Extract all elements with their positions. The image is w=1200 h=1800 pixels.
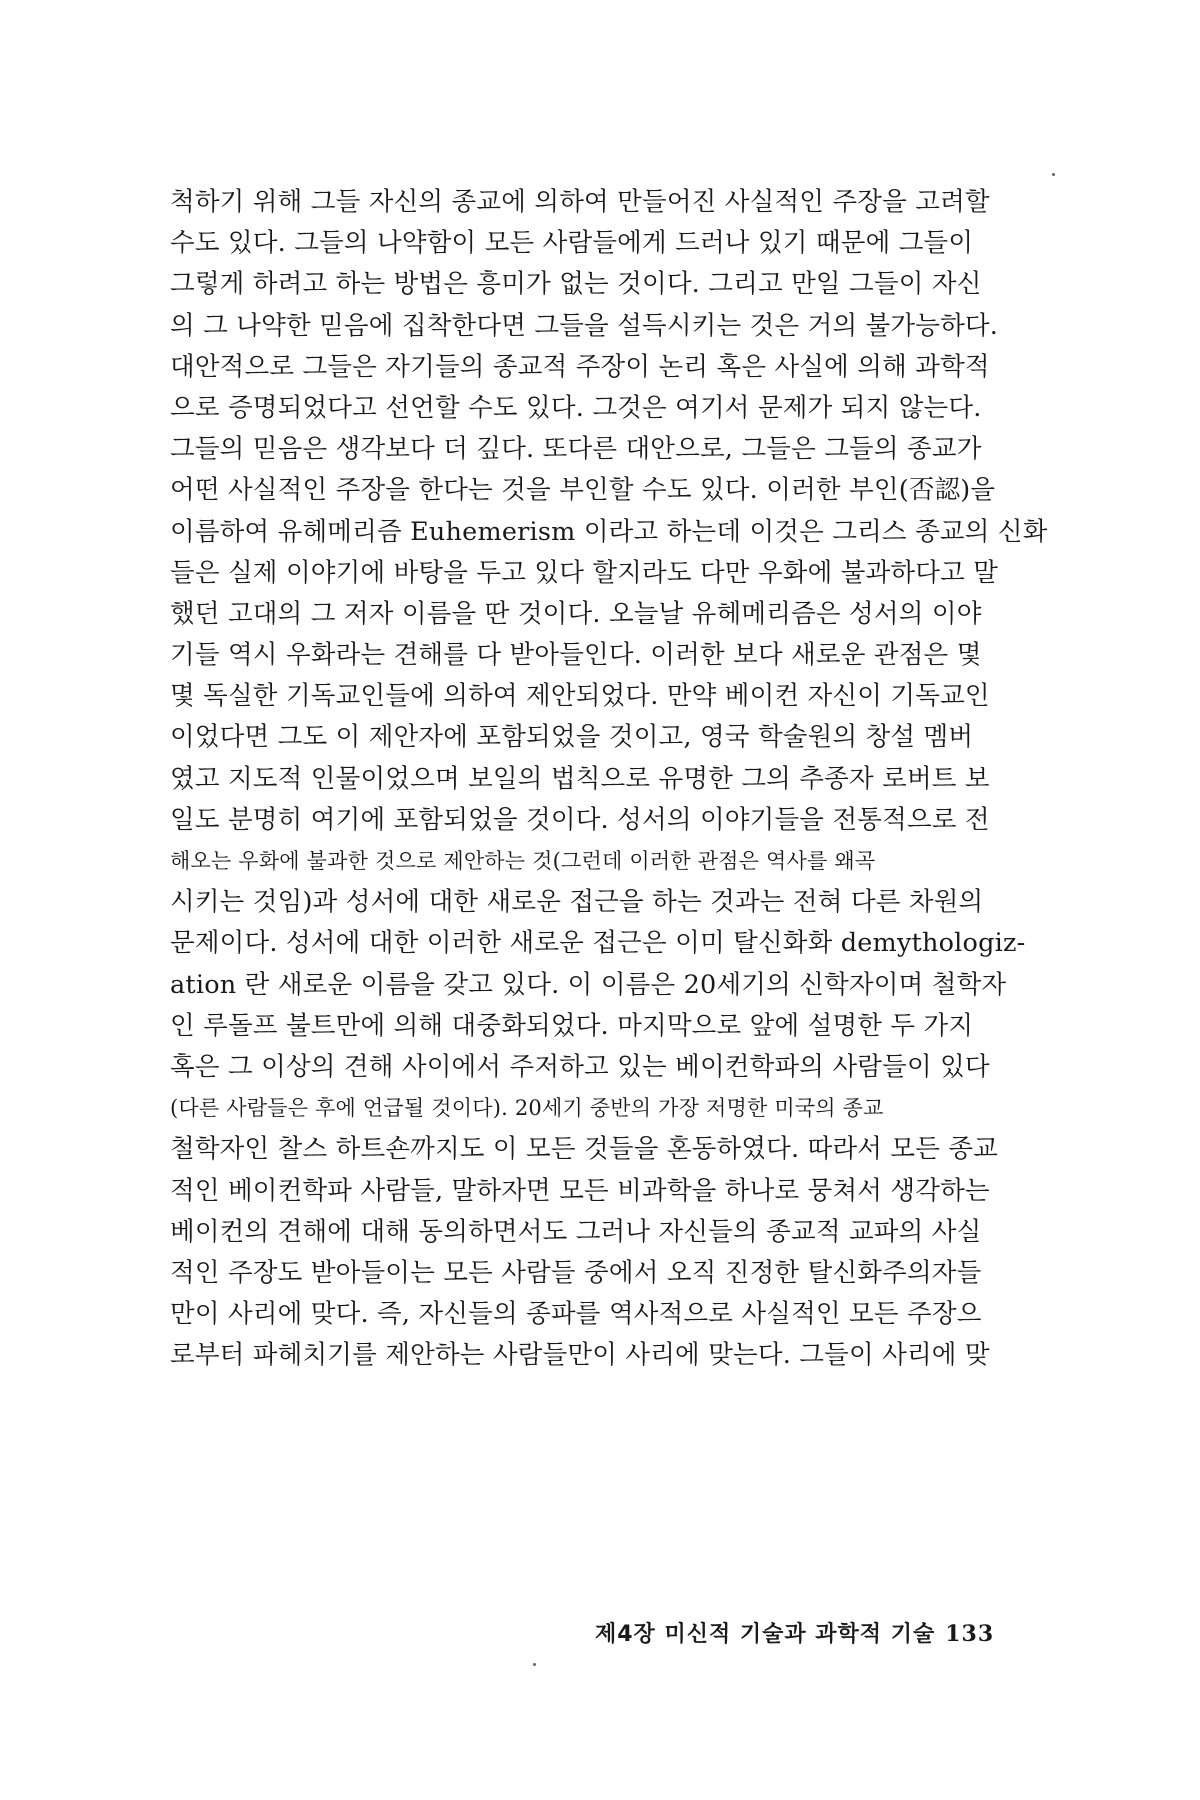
text-line: 의 그 나약한 믿음에 집착한다면 그들을 설득시키는 것은 거의 불가능하다. (170, 310, 999, 341)
text-line: 척하기 위해 그들 자신의 종교에 의하여 만들어진 사실적인 주장을 고려할 (170, 187, 990, 217)
text-line: 이었다면 그도 이 제안자에 포함되었을 것이고, 영국 학술원의 창설 멤버 (170, 722, 974, 753)
scan-speck (1052, 173, 1055, 176)
page-footer (595, 1617, 994, 1648)
text-line: 일도 분명히 여기에 포함되었을 것이다. 성서의 이야기들을 전통적으로 전 (170, 804, 990, 835)
text-line: 혹은 그 이상의 견해 사이에서 주저하고 있는 베이컨학파의 사람들이 있다 (170, 1051, 990, 1082)
body-text (170, 182, 1050, 1376)
text-line: 인 루돌프 불트만에 의해 대중화되었다. 마지막으로 앞에 설명한 두 가지 (170, 1010, 974, 1041)
text-line: 몇 독실한 기독교인들에 의하여 제안되었다. 만약 베이컨 자신이 기독교인 (170, 681, 990, 712)
text-line: 그렇게 하려고 하는 방법은 흥미가 없는 것이다. 그리고 만일 그들이 자신 (170, 269, 982, 300)
text-line: 어떤 사실적인 주장을 한다는 것을 부인할 수도 있다. 이러한 부인(否認)을 (170, 475, 996, 506)
text-line: 이름하여 유헤메리즘 Euhemerism 이라고 하는데 이것은 그리스 종교의 신화 (170, 516, 1048, 547)
text-line: 적인 주장도 받아들이는 모든 사람들 중에서 오직 진정한 탈신화주의자들 (170, 1257, 982, 1288)
text-line: 만이 사리에 맞다. 즉, 자신들의 종파를 역사적으로 사실적인 모든 주장으 (170, 1299, 982, 1330)
text-line: 기들 역시 우화라는 견해를 다 받아들인다. 이러한 보다 새로운 관점은 몇 (170, 640, 982, 671)
text-line: 였고 지도적 인물이었으며 보일의 법칙으로 유명한 그의 추종자 로버트 보 (170, 763, 990, 794)
text-line: 해오는 우화에 불과한 것으로 제안하는 것(그런데 이러한 관점은 역사를 왜곡 (170, 849, 876, 873)
text-line: 베이컨의 견해에 대해 동의하면서도 그러나 자신들의 종교적 교파의 사실 (170, 1216, 982, 1247)
text-line: 했던 고대의 그 저자 이름을 딴 것이다. 오늘날 유헤메리즘은 성서의 이야 (170, 598, 982, 629)
page-number: 133 (945, 1621, 995, 1647)
text-line: ation 란 새로운 이름을 갖고 있다. 이 이름은 20세기의 신학자이며 철학자 (170, 969, 1007, 1000)
scan-speck (533, 1663, 536, 1666)
text-line: 적인 베이컨학파 사람들, 말하자면 모든 비과학을 하나로 뭉쳐서 생각하는 (170, 1175, 990, 1206)
text-line: 철학자인 찰스 하트숀까지도 이 모든 것들을 혼동하였다. 따라서 모든 종교 (170, 1134, 999, 1165)
running-head: 제4장 미신적 기술과 과학적 기술 (595, 1622, 936, 1647)
text-line: 수도 있다. 그들의 나약함이 모든 사람들에게 드러나 있기 때문에 그들이 (170, 228, 974, 259)
text-line: 로부터 파헤치기를 제안하는 사람들만이 사리에 맞는다. 그들이 사리에 맞 (170, 1340, 990, 1371)
text-line: 문제이다. 성서에 대한 이러한 새로운 접근은 이미 탈신화화 demythologiz- (170, 928, 1026, 959)
text-line: 시키는 것임)과 성서에 대한 새로운 접근을 하는 것과는 전혀 다른 차원의 (170, 887, 984, 918)
text-line: 들은 실제 이야기에 바탕을 두고 있다 할지라도 다만 우화에 불과하다고 말 (170, 557, 999, 588)
text-line: 대안적으로 그들은 자기들의 종교적 주장이 논리 혹은 사실에 의해 과학적 (170, 351, 990, 382)
text-line: 그들의 믿음은 생각보다 더 깊다. 또다른 대안으로, 그들은 그들의 종교가 (170, 434, 982, 465)
text-line: 으로 증명되었다고 선언할 수도 있다. 그것은 여기서 문제가 되지 않는다. (170, 392, 982, 423)
text-line: (다른 사람들은 후에 언급될 것이다). 20세기 중반의 가장 저명한 미국의 종교 (170, 1096, 884, 1121)
